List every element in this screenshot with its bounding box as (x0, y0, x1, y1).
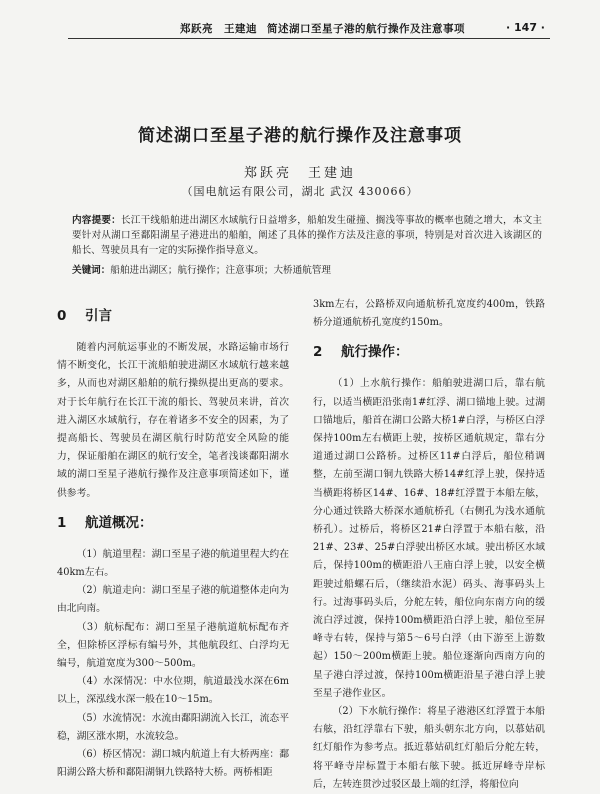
header-authors: 郑跃亮 王建迪 (180, 23, 257, 35)
running-header-text (180, 21, 475, 36)
section-number: 1 (57, 514, 67, 531)
header-title: 简述湖口至星子港的航行操作及注意事项 (267, 23, 465, 35)
channel-item: （4）水深情况：中水位期，航道最浅水深在6m以上，深泓线水深一般在10～15m。 (57, 676, 289, 706)
article-title: 简述湖口至星子港的航行操作及注意事项 (138, 126, 462, 146)
running-header (0, 0, 600, 44)
downstream-operation-paragraph: （2）下水航行操作：将星子港港区红浮置于本船右舷，沿红浮靠右下驶，船头朝东北方向，以慕姑矶红灯船作为参考点。抵近慕姑矶红灯船后分舵左转，将平峰寺岸标置于本船右舷下驶。抵近屏峰寺岸标后，左转连贯沙过驳区最上端的红浮，将船位向 (313, 706, 545, 790)
upstream-operation-paragraph: （1）上水航行操作：船舶驶进湖口后，靠右航行，以适当横距沿张南1#红浮、湖口锚地上驶。过湖口锚地后，船首在湖口公路大桥1#白浮，与桥区白浮保持100m左右横距上驶，按桥区通航规定，靠右分道通过湖口公路桥。过桥区11#白浮后，船位稍调整，左前至湖口铜九铁路大桥14#红浮上驶，保持适当横距将桥区14#、16#、18#红浮置于本船左舷，分心通过铁路大桥深水通航桥孔（右侧孔为浅水通航桥孔）。过桥后，将桥区21#白浮置于本船右舷，沿21#、23#、25#白浮驶出桥区水域。驶出桥区水域后，保持100m的横距沿八王庙白浮上驶，以安全横距驶过船螺石后，（继续沿水泥）码头、海事码头上行。过海事码头后，分舵左转，船位向东南方向的缓流白浮过渡，保持100m横距沿白浮上驶，船位至屏峰寺右转，保持与第5～6号白浮（由下游至上游数起）150～200m横距上驶。船位逐渐向西南方向的星子港白浮过渡，保持100m横距沿星子港白浮上驶至星子港作业区。 (313, 378, 545, 699)
channel-item: （3）航标配布：湖口至星子港航道航标配布齐全，但除桥区浮标有编号外，其他航段红、白浮均无编号，航道宽度为300～500m。 (57, 621, 289, 670)
channel-item: （1）航道里程：湖口至星子港的航道里程大约在40km左右。 (57, 548, 289, 579)
section-title: 引言 (85, 308, 112, 324)
section-title: 航行操作： (341, 344, 409, 361)
section-number: 2 (313, 344, 323, 361)
channel-item: （2）航道走向：湖口至星子港的航道整体走向为由北向南。 (57, 585, 289, 615)
continued-paragraph: 3km左右，公路桥双向通航桥孔宽度约400m，铁路桥分道通航桥孔宽度约150m。 (313, 299, 545, 329)
intro-paragraph: 随着内河航运事业的不断发展，水路运输市场行情不断变化，长江干流船舶驶进湖区水域航行越来越多，从而也对湖区船舶的航行操纵提出更高的要求。对于长年航行在长江干流的船长、驾驶员来讲，首次进入湖区水域航行，存在着诸多不安全的因素，为了提高船长、驾驶员在湖区航行时防范安全风险的能力，保证船舶在湖区的航行安全，笔者浅谈鄱阳湖水域的湖口至星子港航行操作及注意事项简述如下，谨供参考。 (57, 342, 289, 499)
section-title: 航道概况： (85, 514, 153, 531)
article-authors: 郑跃亮 王建迪 (243, 166, 356, 181)
right-column (313, 296, 545, 794)
left-column (57, 296, 289, 782)
section-heading-operation (313, 341, 545, 363)
page-number: · 147 · (506, 21, 545, 34)
abstract-label: 内容提要： (72, 215, 121, 226)
section-number: 0 (57, 308, 67, 324)
section-heading-intro (57, 305, 289, 327)
abstract (72, 213, 542, 258)
affiliation: （国电航运有限公司，湖北 武汉 430066） (181, 185, 419, 198)
channel-item: （5）水流情况：水流由鄱阳湖流入长江，流态平稳，湖区涨水期，水流较急。 (57, 712, 289, 742)
channel-item: （6）桥区情况：湖口城内航道上有大桥两座：鄱阳湖公路大桥和鄱阳湖铜九铁路特大桥。两桥相距 (57, 749, 289, 779)
abstract-text: 长江干线船舶进出湖区水域航行日益增多，船舶发生碰撞、搁浅等事故的概率也随之增大，本文主要针对从湖口至鄱阳湖星子港进出的船舶，阐述了具体的操作方法及注意的事项，特别是对首次进入该湖区的船长、驾驶员具有一定的实际操作指导意义。 (72, 215, 543, 256)
keywords (72, 263, 542, 278)
keywords-text: 船舶进出湖区；航行操作；注意事项；大桥通航管理 (110, 265, 332, 276)
header-rule (68, 38, 550, 39)
section-heading-channel (57, 512, 289, 534)
keywords-label: 关键词： (72, 265, 111, 276)
